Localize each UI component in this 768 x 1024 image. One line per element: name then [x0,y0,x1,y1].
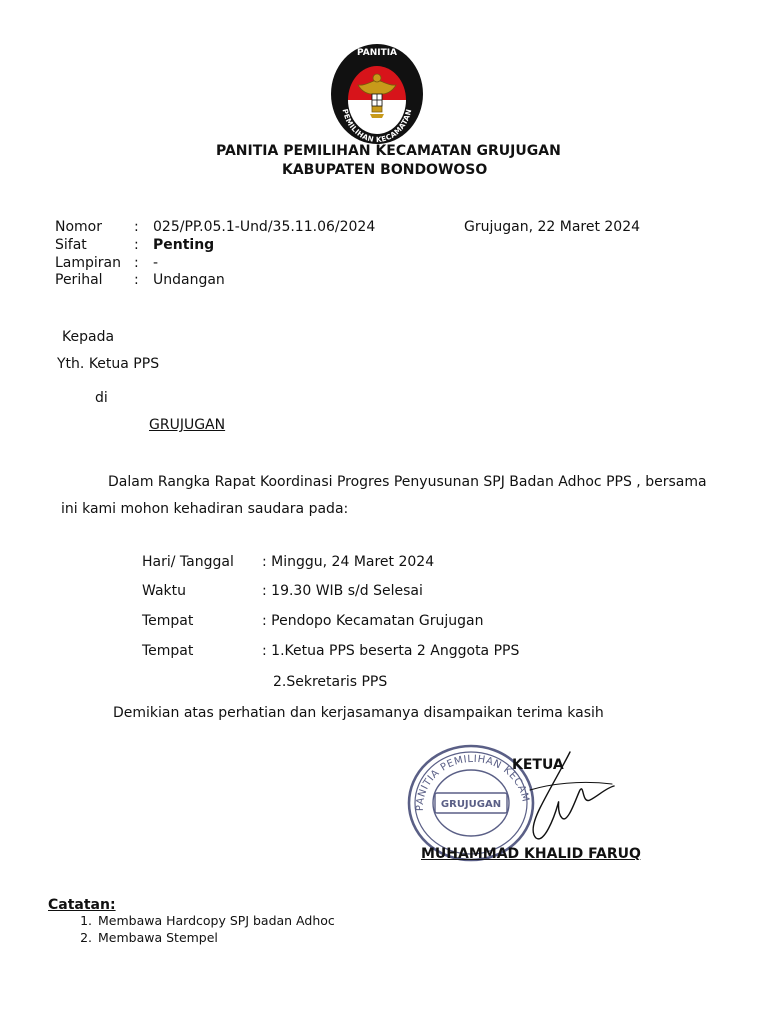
notes-list [48,912,335,946]
stamp-center-text: GRUJUGAN [440,799,502,810]
nomor-colon: : [134,219,139,235]
header-line-2: KABUPATEN BONDOWOSO [282,162,488,178]
detail-value: : Pendopo Kecamatan Grujugan [262,613,484,629]
stamp-ring-text: PANITIA PEMILIHAN KECAM [414,753,531,812]
nomor-value: 025/PP.05.1-Und/35.11.06/2024 [153,219,376,235]
kpu-logo [330,42,424,144]
perihal-value: Undangan [153,272,225,288]
closing-text: Demikian atas perhatian dan kerjasamanya disampaikan terima kasih [113,705,604,721]
recipient-kepada: Kepada [62,329,115,345]
logo-top-text: PANITIA [356,48,398,58]
recipient-yth: Yth. Ketua PPS [57,356,160,372]
signature-title: KETUA [512,757,564,773]
detail-value: : 19.30 WIB s/d Selesai [262,583,423,599]
list-item: 1. Membawa Hardcopy SPJ badan Adhoc [96,912,335,929]
detail-extra: 2.Sekretaris PPS [273,674,388,690]
sifat-label: Sifat [55,237,87,253]
nomor-label: Nomor [55,219,102,235]
body-para-line-1: Dalam Rangka Rapat Koordinasi Progres Penyusunan SPJ Badan Adhoc PPS , bersama [108,474,707,490]
body-para-line-2: ini kami mohon kehadiran saudara pada: [61,501,349,517]
detail-label: Hari/ Tanggal [142,554,234,570]
place-date: Grujugan, 22 Maret 2024 [464,219,641,235]
handwritten-signature [510,748,620,848]
detail-value: : 1.Ketua PPS beserta 2 Anggota PPS [262,643,520,659]
signatory-name: MUHAMMAD KHALID FARUQ [421,846,641,862]
perihal-colon: : [134,272,139,288]
notes-title: Catatan: [48,897,116,913]
list-item: 2. Membawa Stempel [96,929,335,946]
detail-label: Waktu [142,583,186,599]
detail-label: Tempat [142,643,194,659]
recipient-di: di [95,390,108,406]
recipient-place: GRUJUGAN [149,417,226,433]
sifat-value: Penting [153,237,215,253]
detail-label: Tempat [142,613,194,629]
logo-ring-text: PEMILIHAN KECAMATAN [340,107,414,144]
detail-value: : Minggu, 24 Maret 2024 [262,554,435,570]
sifat-colon: : [134,237,139,253]
lampiran-value: - [153,255,159,271]
lampiran-label: Lampiran [55,255,122,271]
perihal-label: Perihal [55,272,103,288]
lampiran-colon: : [134,255,139,271]
header-line-1: PANITIA PEMILIHAN KECAMATAN GRUJUGAN [216,143,561,159]
